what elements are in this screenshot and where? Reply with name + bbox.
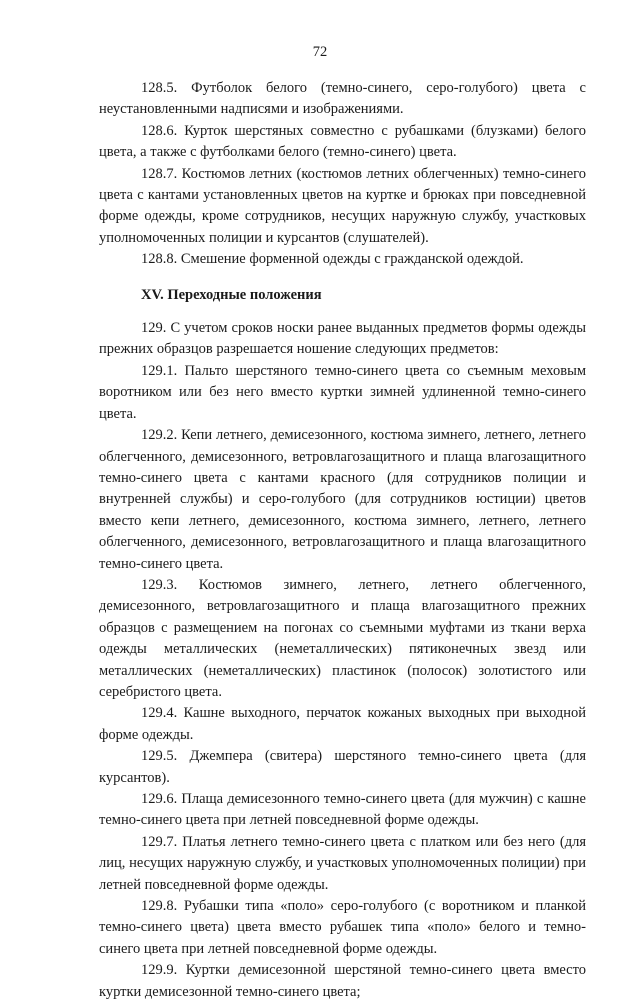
paragraph-129-9: 129.9. Куртки демисезонной шерстяной темно-синего цвета вместо куртки демисезонной темно-синего цвета; [99, 962, 586, 1000]
paragraph-128-8: 128.8. Смешение форменной одежды с гражданской одеждой. [141, 251, 524, 268]
paragraph-129-6: 129.6. Плаща демисезонного темно-синего цвета (для мужчин) с кашне темно-синего цвета при летней повседневной форме одежды. [99, 791, 586, 829]
paragraph-129-4: 129.4. Кашне выходного, перчаток кожаных выходных при выходной форме одежды. [99, 705, 586, 743]
paragraph-128-6: 128.6. Курток шерстяных совместно с рубашками (блузками) белого цвета, а также с футболками белого (темно-синего) цвета. [99, 122, 586, 161]
paragraph-128-5: 128.5. Футболок белого (темно-синего, серо-голубого) цвета с неустановленными надписями и изображениями. [99, 80, 586, 118]
paragraph-129-2: 129.2. Кепи летнего, демисезонного, костюма зимнего, летнего, летнего облегченного, демисезонного, ветровлагозащитного и плаща влагозащитного темно-синего цвета с кантами красного (для сотрудников полиции и внутренней службы) и серо-голубого (для сотрудников юстиции) цветов вместо кепи летнего, демисезонного, костюма зимнего, летнего, летнего облегченного, демисезонного, ветровлагозащитного и плаща влагозащитного темно-синего цвета. [99, 427, 586, 572]
page-number: 72 [312, 44, 328, 60]
paragraph-129-3: 129.3. Костюмов зимнего, летнего, летнего облегченного, демисезонного, ветровлагозащитного и плаща влагозащитного прежних образцов с размещением на погонах со съемными муфтами из ткани верха одежды металлических (неметаллических) пятиконечных звезд или металлических (неметаллических) пластинок (полосок) золотистого или серебристого цвета. [99, 576, 586, 700]
paragraph-129-5: 129.5. Джемпера (свитера) шерстяного темно-синего цвета (для курсантов). [99, 748, 586, 786]
paragraph-129-1: 129.1. Пальто шерстяного темно-синего цвета со съемным меховым воротником или без него вместо куртки зимней удлиненной темно-синего цвета. [99, 362, 586, 422]
document-body [99, 78, 586, 1003]
section-heading: XV. Переходные положения [141, 286, 322, 303]
paragraph-129-8: 129.8. Рубашки типа «поло» серо-голубого (с воротником и планкой темно-синего цвета) цвета вместо рубашек типа «поло» белого и темно-синего цвета при летней повседневной форме одежды. [99, 898, 586, 957]
paragraph-128-7: 128.7. Костюмов летних (костюмов летних облегченных) темно-синего цвета с кантами установленных цветов на куртке и брюках при повседневной форме одежды, кроме сотрудников, несущих наружную службу, участковых уполномоченных полиции и курсантов (слушателей). [99, 165, 586, 246]
paragraph-129-7: 129.7. Платья летнего темно-синего цвета с платком или без него (для лиц, несущих наружную службу, и участковых уполномоченных полиции) при летней повседневной форме одежды. [99, 833, 586, 893]
paragraph-129: 129. С учетом сроков носки ранее выданных предметов формы одежды прежних образцов разрешается ношение следующих предметов: [99, 320, 586, 358]
